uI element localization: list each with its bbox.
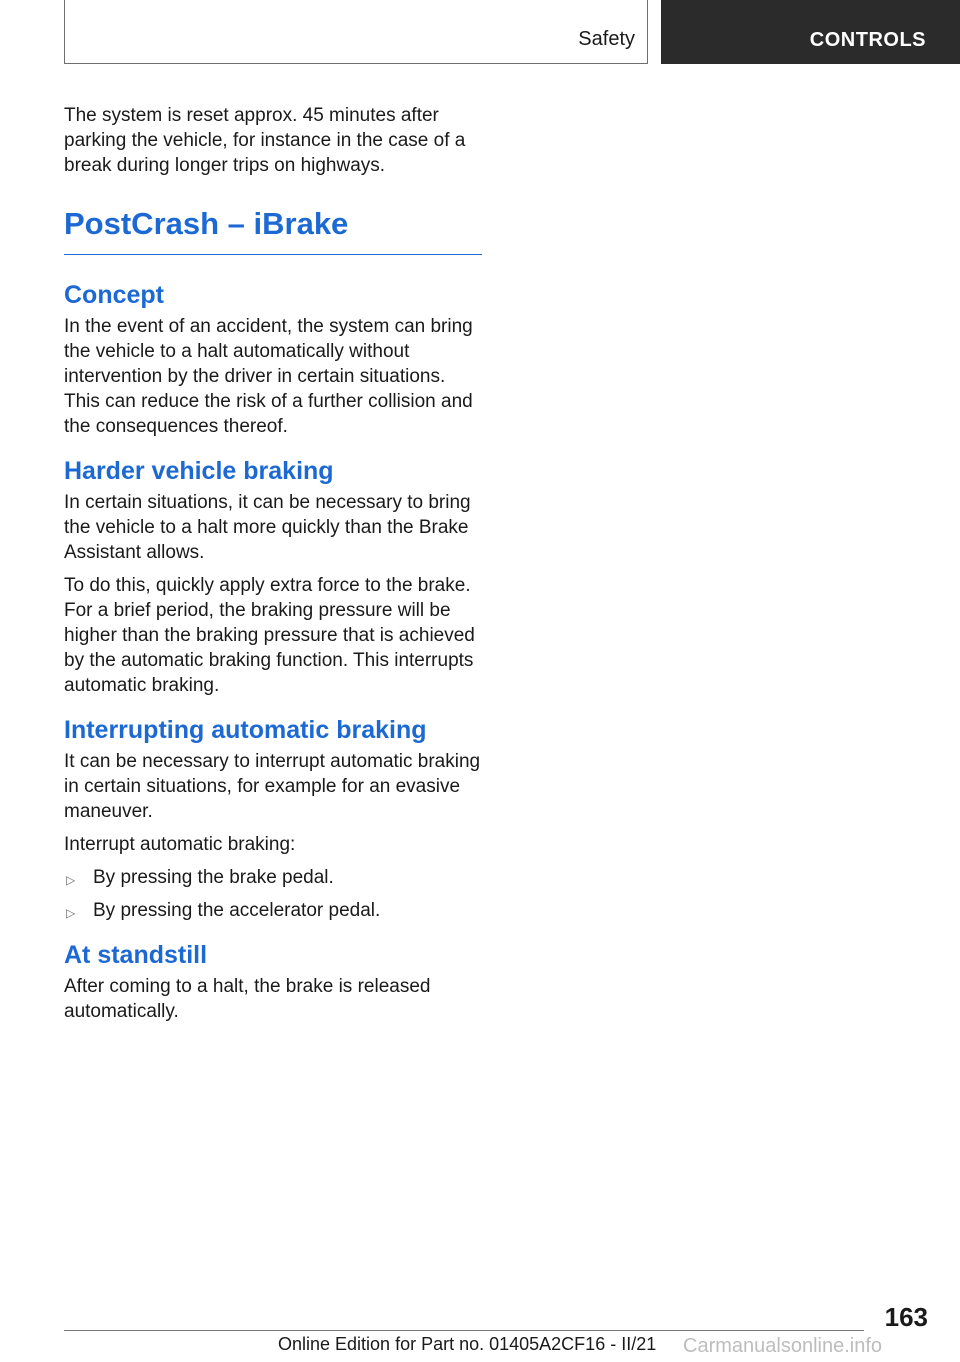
- triangle-bullet-icon: ▷: [66, 873, 76, 887]
- footer-edition: Online Edition for Part no. 01405A2CF16 - II/21: [278, 1334, 657, 1354]
- header-section-label: Safety: [578, 28, 635, 50]
- list-item-text: By pressing the brake pedal.: [93, 867, 334, 888]
- triangle-bullet-icon: ▷: [66, 906, 76, 920]
- standstill-paragraph: After coming to a halt, the brake is released automatically.: [64, 976, 431, 1022]
- concept-paragraph: In the event of an accident, the system can bring the vehicle to a halt automatically without intervention by the driver in certain situations. This can reduce the risk of a further collision and the consequences thereof.: [64, 316, 473, 437]
- interrupting-bullet-list: [64, 865, 482, 923]
- heading-harder-braking: Harder vehicle braking: [64, 457, 334, 485]
- heading-concept: Concept: [64, 281, 164, 309]
- list-item: [64, 898, 482, 923]
- header-section-box: [64, 0, 648, 64]
- page-title: PostCrash – iBrake: [64, 204, 482, 255]
- interrupting-paragraph-1: It can be necessary to interrupt automatic braking in certain situations, for example for an evasive maneuver.: [64, 751, 481, 822]
- harder-braking-paragraph-2: To do this, quickly apply extra force to the brake. For a brief period, the braking pressure will be higher than the braking pressure that is achieved by the automatic braking function. This interrupts automatic braking.: [64, 575, 475, 696]
- main-content: [64, 103, 482, 1032]
- footer-divider: [64, 1330, 864, 1331]
- harder-braking-paragraph-1: In certain situations, it can be necessary to bring the vehicle to a halt more quickly than the Brake Assistant allows.: [64, 492, 471, 563]
- list-item: [64, 865, 482, 890]
- page-number: 163: [884, 1302, 928, 1332]
- header-chapter-box: [661, 0, 960, 64]
- interrupting-paragraph-2: Interrupt automatic braking:: [64, 834, 296, 855]
- heading-interrupting: Interrupting automatic braking: [64, 716, 427, 744]
- heading-standstill: At standstill: [64, 941, 208, 969]
- watermark-text: Carmanualsonline.info: [683, 1335, 883, 1357]
- intro-paragraph: The system is reset approx. 45 minutes after parking the vehicle, for instance in the case of a break during longer trips on highways.: [64, 105, 466, 176]
- list-item-text: By pressing the accelerator pedal.: [93, 900, 381, 921]
- header-chapter-label: CONTROLS: [809, 29, 926, 51]
